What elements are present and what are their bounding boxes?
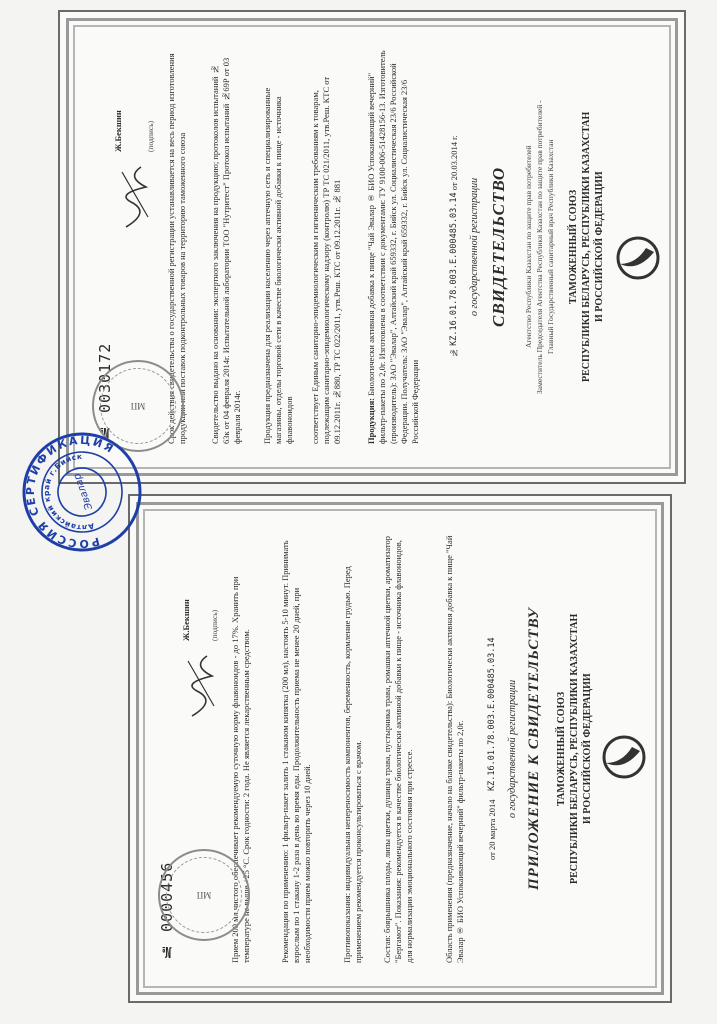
product-block: Продукция: Биологически активная добавка к пище "Чай Эвалар ® БИО Успокаивающий вечерний" фильтр-пакеты по 2,0г. Изготовлена в соответствии с документами: ТУ 9100-006-51428156-13. Изготовитель (производитель): ЗАО "Эвалар", Алтайский край 659332, г. Бийск ул. Социалистическая 23/6 Российской Федерации. Получатель: ЗАО "Эвалар", Алтайский край 659332, г. Бийск ул. Социалистическая 23/6 Российской Федерации [366, 50, 420, 444]
stamp-center-text: Эвалар [71, 471, 96, 512]
signer-name: Ж.Бекшин [181, 599, 191, 641]
basis-block: Свидетельство выдано на основании: экспертного заключения на продукцию; протоколов испытаний № 63к от 04 февраля 2014г. Испытательной лаборатории ТОО "Нутритест" Протокол испытаний №69Р от 03 февраля 2014г. [210, 57, 242, 444]
customs-union-logo [600, 733, 648, 781]
signer-role: (подпись) [146, 120, 155, 152]
signature-icon [182, 651, 222, 721]
certificate-serial-number: № 0030172 [96, 342, 114, 442]
org-header: ТАМОЖЕННЫЙ СОЮЗ РЕСПУБЛИКИ БЕЛАРУСЬ, РЕСПУБЛИКИ КАЗАХСТАН И РОССИЙСКОЙ ФЕДЕРАЦИИ [556, 613, 593, 884]
registration-certificate [58, 10, 686, 484]
appendix-serial-number: № 0000456 [158, 861, 176, 961]
certificate-subtitle: о государственной регистрации [469, 177, 480, 317]
certificate-title: СВИДЕТЕЛЬСТВО [489, 166, 508, 328]
registration-date: 20.03.2014 г. [449, 135, 459, 181]
appendix-scope: Область применения (предназначение, начало на бланке свидетельства): Биологически активная добавка к пище "Чай Эвалар ® БИО Успокаивающий вечерний" фильтр-пакеты по 2,0г. [444, 535, 465, 963]
appendix-composition: Состав: боярышника плоды, липы цветки, душицы трава, пустырника трава, ромашки аптечной цветки, ароматизатор "Бергамот". Показания: рекомендуется в качестве биологически активной добавки к пище - источника флавоноидов, для нормализации эмоционального состояния при стрессе. [382, 535, 414, 963]
appendix-usage: Рекомендации по применению: 1 фильтр-пакет залить 1 стаканом кипятка (200 мл), настоять 5-10 минут. Принимать взрослым по 1 стакану 1-2 раза в день во время еды. Продолжительность приема не менее 20 дней, при необходимости прием можно повторить через 10 дней. [280, 540, 312, 963]
org-header: ТАМОЖЕННЫЙ СОЮЗ РЕСПУБЛИКИ БЕЛАРУСЬ, РЕСПУБЛИКИ КАЗАХСТАН И РОССИЙСКОЙ ФЕДЕРАЦИИ [568, 111, 605, 383]
agency-block: Агентство Республики Казахстан по защите прав потребителей Заместитель Председателя Агентства Республики Казахстан по защите прав потребителей - Главный Государственный санитарный врач Республики Казахстан [524, 100, 555, 394]
stamp-inner-text: Алтайский край г.Бийск [41, 451, 96, 533]
stamp-ring-text: РОССИЯ СЕРТИФИКАЦИЯ [23, 433, 118, 551]
signer-name: Ж.Бекшин [113, 110, 123, 152]
appendix-subtitle: о государственной регистрации [507, 679, 518, 818]
registration-line: № KZ.16.01.78.003.Е.000485.03.14 от 20.03.2014 г. [449, 135, 459, 359]
signer-role: (подпись) [210, 609, 219, 641]
appendix-title: ПРИЛОЖЕНИЕ К СВИДЕТЕЛЬСТВУ [526, 607, 542, 890]
blue-certification-stamp [20, 430, 144, 554]
customs-union-logo [614, 234, 662, 282]
registration-number: KZ.16.01.78.003.Е.000485.03.14 [449, 192, 459, 347]
signature-icon [116, 162, 156, 232]
certificate-appendix [128, 494, 672, 1003]
appendix-contraindications: Противопоказания: индивидуальная непереносимость компонентов, беременность, кормление грудью. Перед применением рекомендуется проконсультироваться с врачом. [342, 566, 363, 963]
appendix-date-line: от 20 марта 2014 KZ.16.01.78.003.Е.000485.03.14 [487, 637, 497, 860]
compliance-block: соответствует Единым санитарно-эпидемиологическим и гигиеническим требованиям к товарам, подлежащим санитарно-эпидемиологическому надзору (контролю) ТР ТС 021/2011, утв.Реш. КТС от 09.12.2011г. №880, ТР ТС 022/2011, утв.Реш. КТС от 09.12.2011г. № 881 [310, 76, 342, 444]
seal-stamp: МП [92, 360, 184, 452]
appendix-registration-number: KZ.16.01.78.003.Е.000485.03.14 [487, 637, 497, 791]
scope-block: Продукция предназначена для реализации населению через аптечную сеть и специализированные магазины, отделы торговой сети в качестве биологически активной добавки к пище - источника флавоноидов [262, 87, 294, 444]
appendix-storage: Прием 200 мл чистого обеспечивает рекомендуемую суточную норму флавоноидов - до 17%. Хранить при температуре не выше +25 °С. Срок годности: 2 года. Не является лекарственным средством. [230, 576, 251, 963]
seal-stamp: МП [158, 849, 250, 941]
validity-block: Срок действия свидетельства о государственной регистрации устанавливается на весь период изготовления продукции или поставок подконтрольных товаров на территорию таможенного союза [166, 53, 187, 444]
